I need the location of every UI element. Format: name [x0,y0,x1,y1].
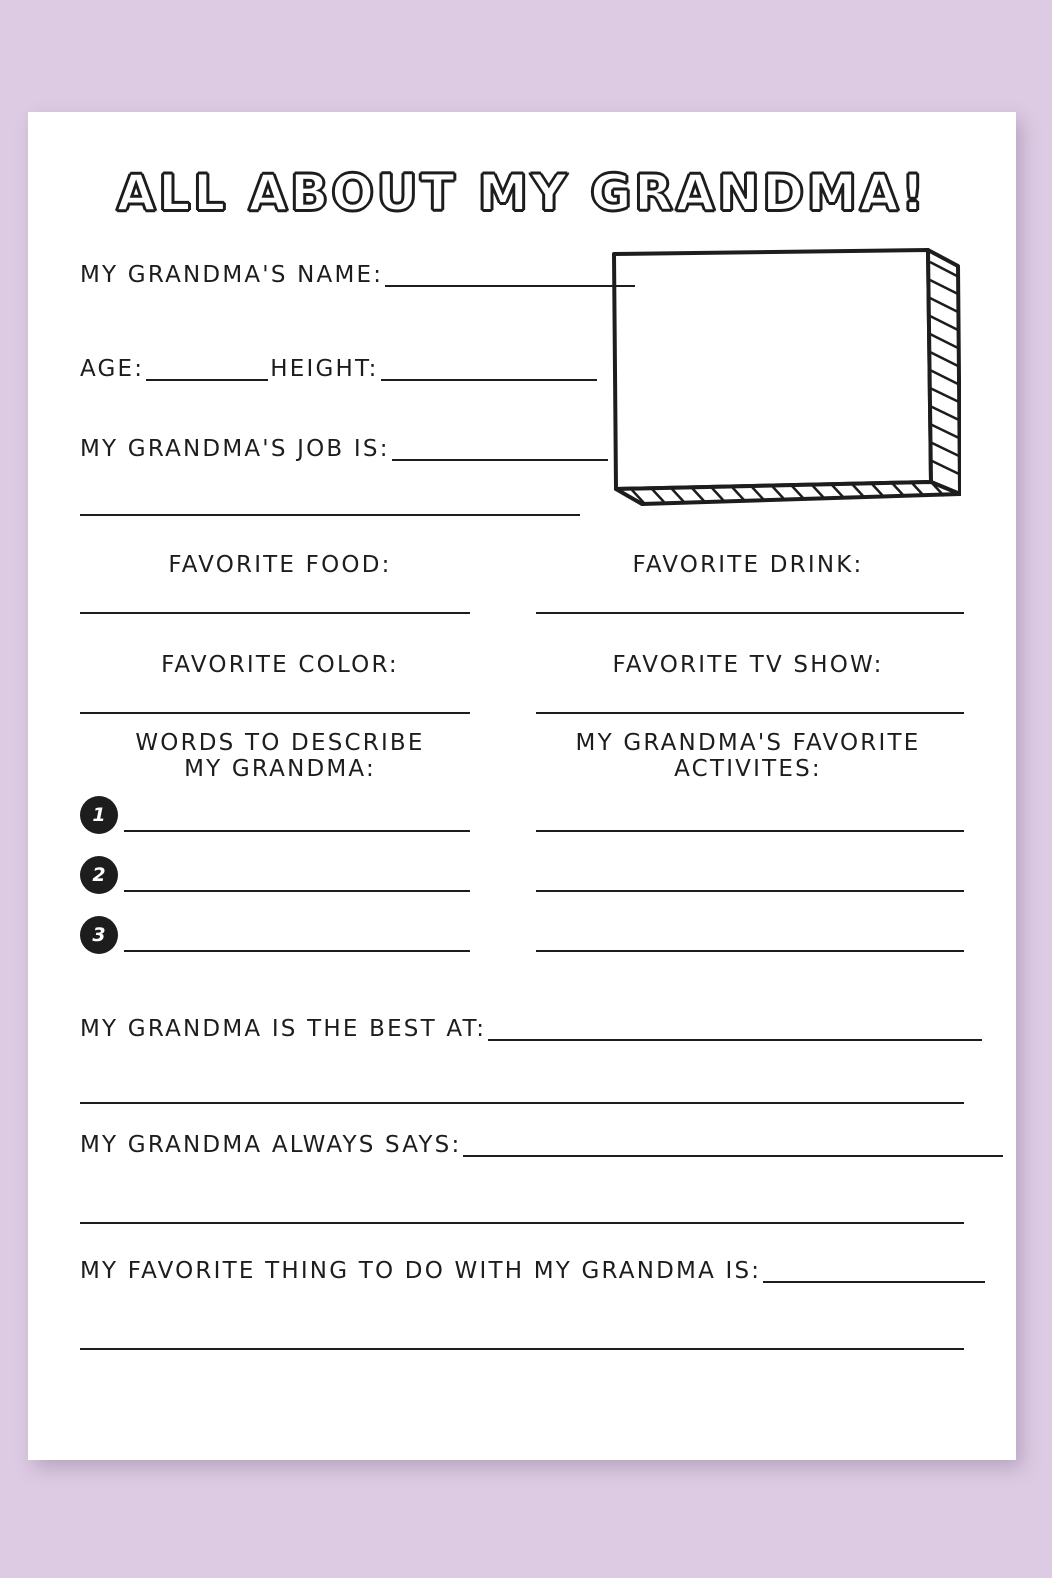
bullet-1: 1 [80,796,118,834]
photo-placeholder-frame[interactable] [606,242,961,512]
favorite-food-label: FAVORITE FOOD: [168,552,392,578]
worksheet-sheet [28,112,1016,1460]
activities-line1: MY GRANDMA'S FAVORITE [575,730,921,756]
best-at-label: MY GRANDMA IS THE BEST AT: [80,1016,487,1042]
job-blank-line2[interactable] [80,514,580,516]
height-blank[interactable] [381,359,597,381]
always-says-label: MY GRANDMA ALWAYS SAYS: [80,1132,462,1158]
field-always-says[interactable] [80,1134,1003,1157]
always-says-blank[interactable] [463,1135,1003,1157]
favorite-thing-blank-line2[interactable] [80,1348,964,1350]
describe-blank-1[interactable] [124,830,470,832]
field-job[interactable] [80,438,608,461]
activity-blank-1[interactable] [536,830,964,832]
activity-blank-2[interactable] [536,890,964,892]
best-at-blank[interactable] [488,1019,982,1041]
age-label: AGE: [80,356,145,382]
favorite-tv-show-label: FAVORITE TV SHOW: [612,652,884,678]
grandma-name-blank[interactable] [385,265,635,287]
job-blank[interactable] [392,439,608,461]
page-title: ALL ABOUT MY GRANDMA! [116,164,928,222]
field-age-height[interactable] [80,358,597,381]
best-at-blank-line2[interactable] [80,1102,964,1104]
favorite-color-blank[interactable] [80,712,470,714]
always-says-blank-line2[interactable] [80,1222,964,1224]
bullet-3: 3 [80,916,118,954]
field-grandma-name[interactable] [80,264,635,287]
favorite-drink-blank[interactable] [536,612,964,614]
height-label: HEIGHT: [270,356,379,382]
field-best-at[interactable] [80,1018,982,1041]
bullet-2: 2 [80,856,118,894]
words-describe-line2: MY GRANDMA: [184,756,376,783]
activity-blank-3[interactable] [536,950,964,952]
favorite-food-blank[interactable] [80,612,470,614]
job-label: MY GRANDMA'S JOB IS: [80,436,390,462]
favorite-drink-label: FAVORITE DRINK: [632,552,864,578]
grandma-name-label: MY GRANDMA'S NAME: [80,262,384,288]
activities-line2: ACTIVITES: [674,756,822,783]
words-describe-heading [80,730,480,783]
field-favorite-thing[interactable] [80,1260,985,1283]
activities-heading [528,730,968,783]
favorite-color-label: FAVORITE COLOR: [161,652,399,678]
describe-blank-3[interactable] [124,950,470,952]
words-describe-line1: WORDS TO DESCRIBE [135,730,425,756]
worksheet-page [28,112,1016,1460]
describe-blank-2[interactable] [124,890,470,892]
favorite-tv-show-blank[interactable] [536,712,964,714]
favorite-thing-blank[interactable] [763,1261,985,1283]
age-blank[interactable] [146,359,268,381]
photo-frame-icon [606,242,961,512]
favorite-thing-label: MY FAVORITE THING TO DO WITH MY GRANDMA IS: [80,1258,762,1284]
